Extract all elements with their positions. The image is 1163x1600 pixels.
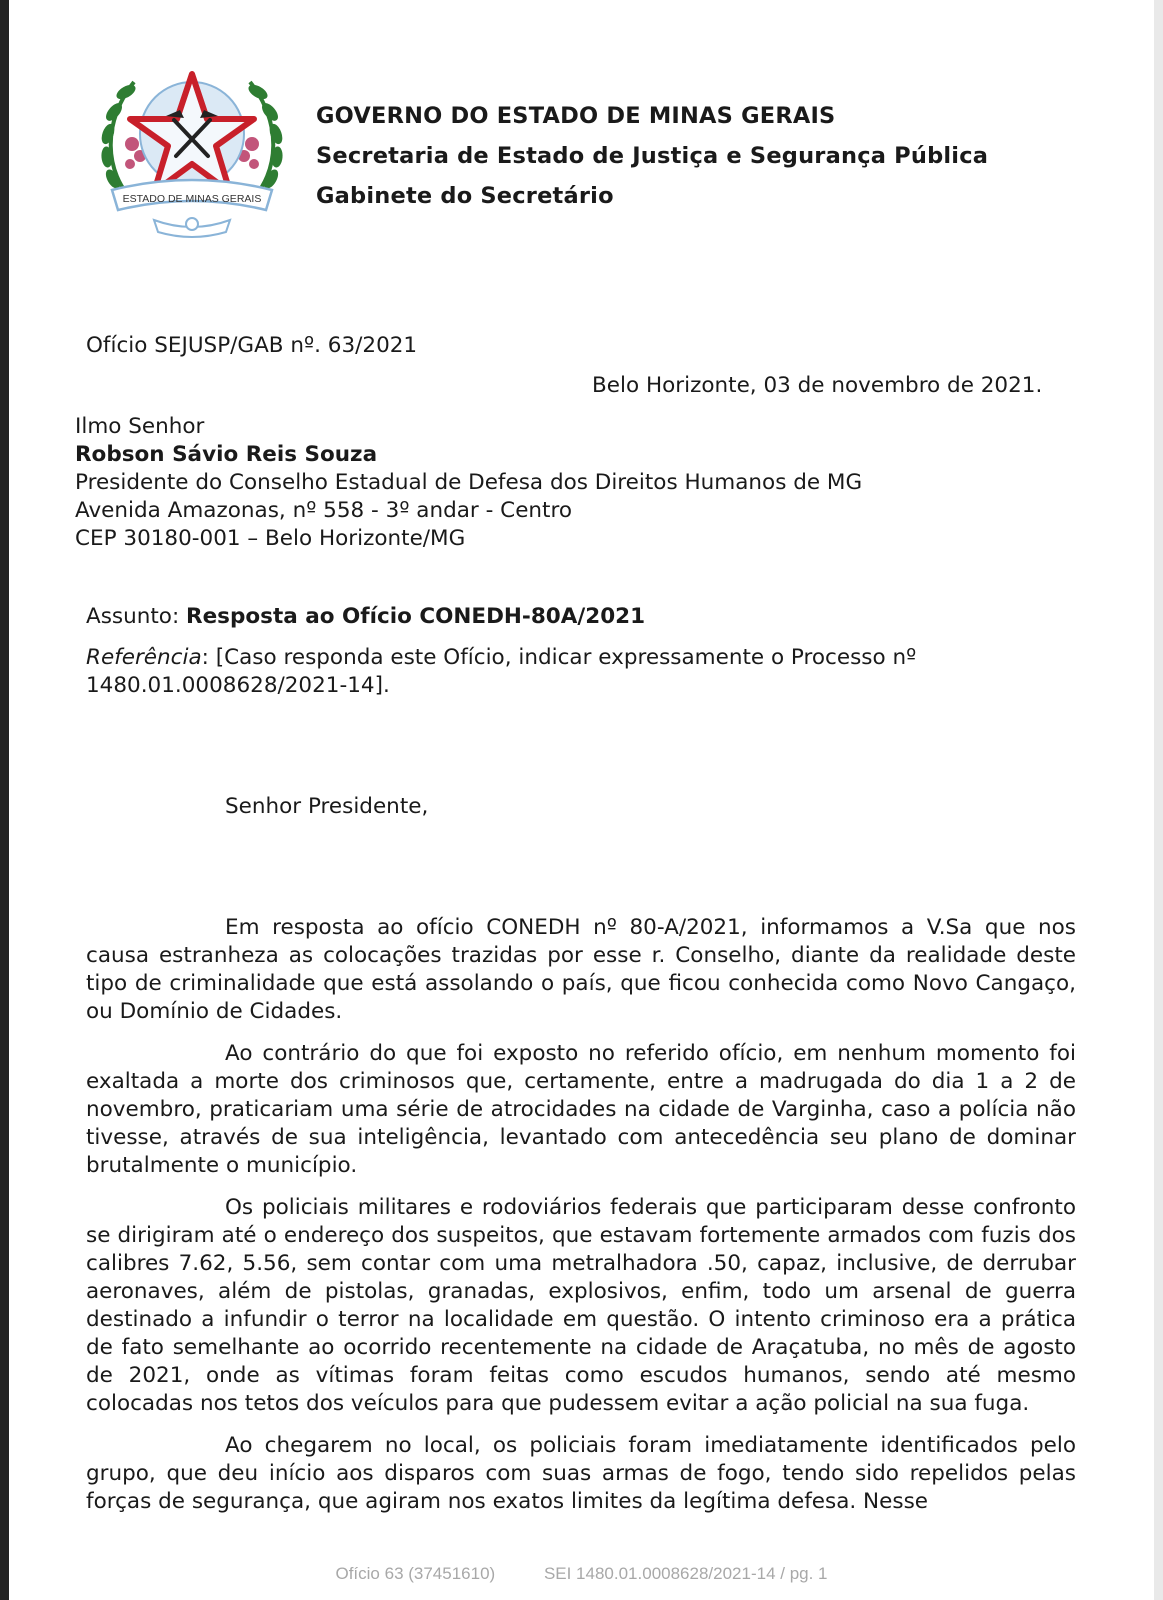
body-paragraph: Ao contrário do que foi exposto no referido ofício, em nenhum momento foi exaltada a morte dos criminosos que, certamente, entre a madrugada do dia 1 a 2 de novembro, praticariam uma série de atrocidades na cidade de Varginha, caso a polícia não tivesse, através de sua inteligência, levantado com antecedência seu plano de dominar brutalmente o município.	[86, 1041, 1076, 1178]
addressee-block	[75, 413, 862, 553]
subject-line	[86, 604, 645, 629]
page-footer	[0, 1564, 1163, 1584]
body-paragraph: Os policiais militares e rodoviários federais que participaram desse confronto se dirigiram até o endereço dos suspeitos, que estavam fortemente armados com fuzis dos calibres 7.62, 5.56, sem contar com uma metralhadora .50, capaz, inclusive, de derrubar aeronaves, além de pistolas, granadas, explosivos, enfim, todo um arsenal de guerra destinado a infundir o terror na localidade em questão. O intento criminoso era a prática de fato semelhante ao ocorrido recentemente na cidade de Araçatuba, no mês de agosto de 2021, onde as vítimas foram feitas como escudos humanos, sendo até mesmo colocadas nos tetos dos veículos para que pudessem evitar a ação policial na sua fuga.	[86, 1195, 1076, 1416]
subject-value: Resposta ao Ofício CONEDH-80A/2021	[186, 604, 646, 629]
letter-place-date: Belo Horizonte, 03 de novembro de 2021.	[592, 373, 1043, 398]
letterhead	[316, 96, 988, 216]
government-title: GOVERNO DO ESTADO DE MINAS GERAIS	[316, 103, 836, 129]
body-paragraph: Ao chegarem no local, os policiais foram imediatamente identificados pelo grupo, que deu início aos disparos com suas armas de fogo, tendo sido repelidos pelas forças de segurança, que agiram nos exatos limites da legítima defesa. Nesse	[86, 1433, 1076, 1514]
reference-line	[86, 644, 1066, 700]
scan-edge-right	[1154, 0, 1163, 1600]
addressee-name: Robson Sávio Reis Souza	[75, 442, 378, 467]
seal-banner-text: ESTADO DE MINAS GERAIS	[122, 193, 262, 205]
letter-body	[86, 914, 1076, 1530]
salutation: Senhor Presidente,	[225, 794, 429, 819]
minas-gerais-seal-icon	[94, 52, 290, 242]
footer-doc-id: Ofício 63 (37451610)	[335, 1564, 496, 1583]
addressee-cep: CEP 30180-001 – Belo Horizonte/MG	[75, 526, 466, 551]
reference-label: Referência	[86, 645, 202, 670]
letter-number: Ofício SEJUSP/GAB nº. 63/2021	[86, 333, 418, 358]
body-paragraph: Em resposta ao ofício CONEDH nº 80-A/2021, informamos a V.Sa que nos causa estranheza as colocações trazidas por esse r. Conselho, diante da realidade deste tipo de criminalidade que está assolando o país, que ficou conhecida como Novo Cangaço, ou Domínio de Cidades.	[86, 915, 1076, 1024]
subject-label: Assunto:	[86, 604, 180, 629]
scan-edge-left	[0, 0, 9, 1600]
footer-page-info: SEI 1480.01.0008628/2021-14 / pg. 1	[543, 1564, 828, 1583]
addressee-role: Presidente do Conselho Estadual de Defesa dos Direitos Humanos de MG	[75, 470, 863, 495]
secretariat-title: Secretaria de Estado de Justiça e Segurança Pública	[316, 143, 989, 169]
addressee-greeting: Ilmo Senhor	[75, 414, 205, 439]
addressee-address: Avenida Amazonas, nº 558 - 3º andar - Centro	[75, 498, 572, 523]
cabinet-title: Gabinete do Secretário	[316, 183, 614, 209]
reference-text: : [Caso responda este Ofício, indicar expressamente o Processo nº 1480.01.0008628/2021-14].	[86, 645, 917, 698]
